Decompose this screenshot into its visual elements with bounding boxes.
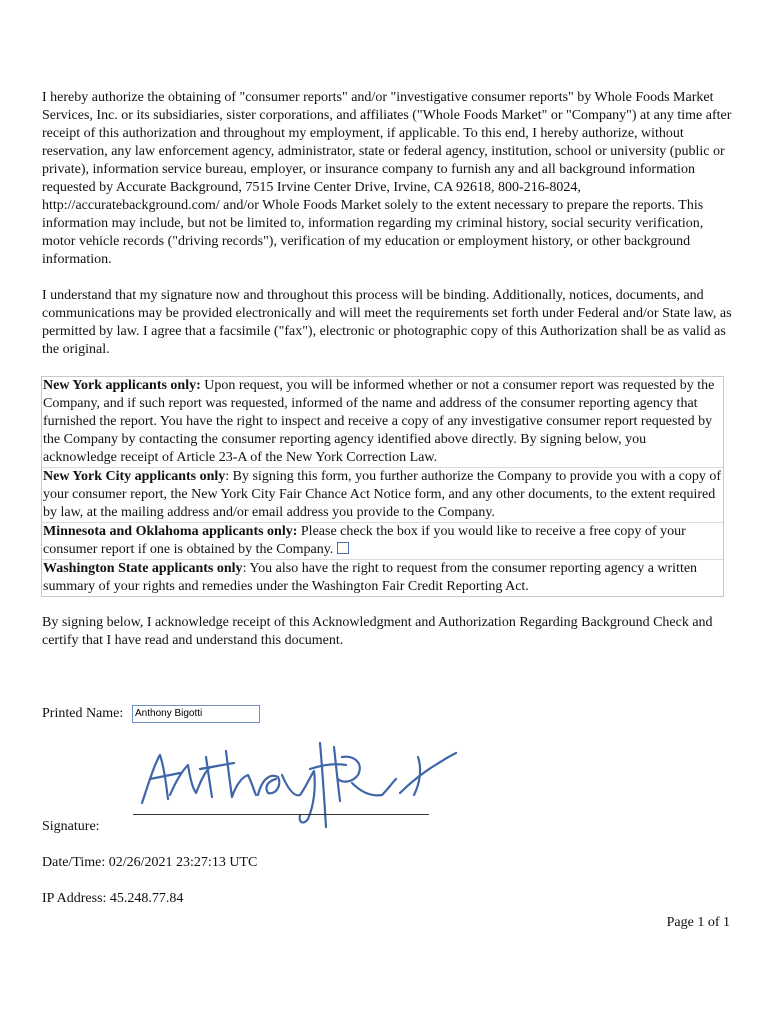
notice-text: Upon request, you will be informed whether or not a consumer report was requested by the Company, and if such report was requested, informed of the name and address of the consumer reporting agency that furnished the report. You have the right to inspect and receive a copy of any investigative consumer report requested by the Company by contacting the consumer reporting agency identified above directly. By signing below, you acknowledge receipt of Article 23-A of the New York Correction Law. [43,378,715,465]
acknowledgment-paragraph: By signing below, I acknowledge receipt of this Acknowledgment and Authorization Regarding Background Check and certify that I have read and understand this document. [42,615,713,648]
notice-new-york [42,377,723,468]
notice-text: : By signing this form, you further authorize the Company to provide you with a copy of your consumer report, the New York City Fair Chance Act Notice form, and any other documents, to the extent required by law, at the mailing address and/or email address you provide to the Company. [43,469,722,520]
authorization-paragraph: I hereby authorize the obtaining of "consumer reports" and/or "investigative consumer reports" by Whole Foods Market Services, Inc. or its subsidiaries, sister corporations, and affiliates ("Whole Foods Market" or "Company") at any time after receipt of this authorization and throughout my employment, if applicable. To this end, I hereby authorize, without reservation, any law enforcement agency, administrator, state or federal agency, institution, school or university (public or private), information service bureau, employer, or insurance company to furnish any and all background information requested by Accurate Background, 7515 Irvine Center Drive, Irvine, CA 92618, 800-216-8024, http://accuratebackground.com/ and/or Whole Foods Market solely to the extent necessary to prepare the reports. This information may include, but not be limited to, information regarding my criminal history, social security verification, motor vehicle records ("driving records"), verification of my education or employment history, or other background information. [42,90,732,267]
notice-heading: Minnesota and Oklahoma applicants only: [43,524,298,539]
printed-name-label: Printed Name: [42,706,124,721]
signature-line [133,814,429,815]
state-notices-table [41,376,724,597]
notice-text: Please check the box if you would like to receive a free copy of your consumer report if one is obtained by the Company. [43,524,686,557]
notice-new-york-city [42,468,723,523]
notice-washington [42,560,723,596]
notice-heading: New York City applicants only [43,469,226,484]
notice-minnesota-oklahoma [42,523,723,560]
notice-heading: Washington State applicants only [43,561,243,576]
notice-text: : You also have the right to request from the consumer reporting agency a written summary of your rights and remedies under the Washington Fair Credit Reporting Act. [43,561,698,594]
binding-signature-paragraph: I understand that my signature now and throughout this process will be binding. Additionally, notices, documents, and communications may be provided electronically and will meet the requirements set forth under Federal and/or State law, as permitted by law. I agree that a facsimile ("fax"), electronic or photographic copy of this Authorization shall be as valid as the original. [42,288,732,357]
page-number: Page 1 of 1 [666,915,730,930]
notice-heading: New York applicants only: [43,378,201,393]
ip-address: IP Address: 45.248.77.84 [42,891,184,906]
signature-label: Signature: [42,819,100,834]
free-copy-checkbox[interactable] [337,542,349,554]
handwritten-signature [130,735,460,830]
printed-name-field[interactable]: Anthony Bigotti [132,705,260,723]
signed-date-time: Date/Time: 02/26/2021 23:27:13 UTC [42,855,258,870]
